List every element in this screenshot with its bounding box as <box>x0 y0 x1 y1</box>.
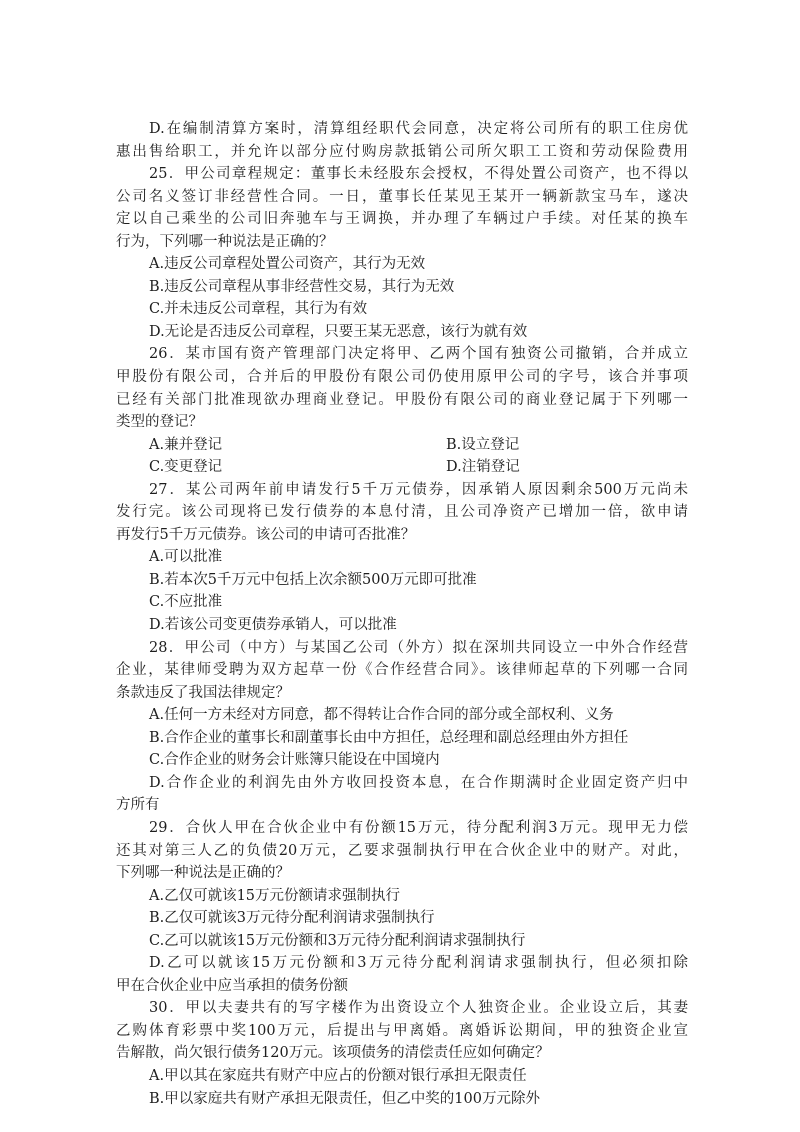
q28-option-b: B.合作企业的董事长和副董事长由中方担任，总经理和副总经理由外方担任 <box>149 729 629 746</box>
q30-stem-line1: 30．甲以夫妻共有的写字楼作为出资设立个人独资企业。企业设立后，其妻 <box>149 1000 688 1017</box>
q25-stem-line3: 定以自己乘坐的公司旧奔驰车与王调换，并办理了车辆过户手续。对任某的换车 <box>116 211 688 228</box>
document-page <box>116 118 688 1110</box>
q24-option-d-line2: 惠出售给职工，并允许以部分应付购房款抵销公司所欠职工工资和劳动保险费用 <box>116 143 688 160</box>
q26-option-d: D.注销登记 <box>446 459 520 476</box>
q26-options-row1 <box>116 434 688 457</box>
q29-stem-line2: 还其对第三人乙的负债20万元，乙要求强制执行甲在合伙企业中的财产。对此， <box>116 842 688 859</box>
q28-option-d-line1: D.合作企业的利润先由外方收回投资本息，在合作期满时企业固定资产归中 <box>149 774 688 791</box>
q29-stem-line1: 29．合伙人甲在合伙企业中有份额15万元，待分配利润3万元。现甲无力偿 <box>149 819 688 836</box>
q27-option-b: B.若本次5千万元中包括上次余额500万元即可批准 <box>149 571 477 588</box>
q27-option-c: C.不应批准 <box>149 594 223 611</box>
q29-option-a: A.乙仅可就该15万元份额请求强制执行 <box>149 887 401 904</box>
q26-option-b: B.设立登记 <box>446 436 520 453</box>
q25-option-d: D.无论是否违反公司章程，只要王某无恶意，该行为就有效 <box>149 323 528 340</box>
q26-options-row2 <box>116 456 688 479</box>
q29-option-d-line1: D.乙可以就该15万元份额和3万元待分配利润请求强制执行，但必须扣除 <box>149 955 688 972</box>
q25-stem-line1: 25．甲公司章程规定：董事长未经股东会授权，不得处置公司资产，也不得以 <box>149 166 688 183</box>
q30-option-a: A.甲以其在家庭共有财产中应占的份额对银行承担无限责任 <box>149 1067 527 1084</box>
q28-option-d-line2: 方所有 <box>116 797 160 814</box>
q26-stem-line2: 甲股份有限公司，合并后的甲股份有限公司仍使用原甲公司的字号，该合并事项 <box>116 369 688 386</box>
q28-stem-line2: 企业，某律师受聘为双方起草一份《合作经营合同》。该律师起草的下列哪一合同 <box>116 662 688 679</box>
q28-option-c: C.合作企业的财务会计账簿只能设在中国境内 <box>149 752 440 769</box>
q27-stem-line2: 发行完。该公司现将已发行债券的本息付清，且公司净资产已增加一倍，欲申请 <box>116 504 688 521</box>
q29-option-d-line2: 甲在合伙企业中应当承担的债务份额 <box>116 977 348 994</box>
q26-option-a: A.兼并登记 <box>149 436 223 453</box>
q28-option-a: A.任何一方未经对方同意，都不得转让合作合同的部分或全部权利、义务 <box>149 707 614 724</box>
q26-option-c: C.变更登记 <box>149 459 223 476</box>
q26-stem-line4: 类型的登记？ <box>116 414 203 431</box>
q25-stem-line2: 公司名义签订非经营性合同。一日，董事长任某见王某开一辆新款宝马车，遂决 <box>116 188 688 205</box>
q27-stem-line3: 再发行5千万元债券。该公司的申请可否批准？ <box>116 526 416 543</box>
q25-option-b: B.违反公司章程从事非经营性交易，其行为无效 <box>149 278 455 295</box>
q25-stem-line4: 行为，下列哪一种说法是正确的？ <box>116 233 334 250</box>
q28-stem-line1: 28．甲公司（中方）与某国乙公司（外方）拟在深圳共同设立一中外合作经营 <box>149 639 688 656</box>
q30-stem-line2: 乙购体育彩票中奖100万元，后提出与甲离婚。离婚诉讼期间，甲的独资企业宣 <box>116 1022 688 1039</box>
q29-option-c: C.乙可以就该15万元份额和3万元待分配利润请求强制执行 <box>149 932 526 949</box>
q26-stem-line3: 已经有关部门批准现欲办理商业登记。甲股份有限公司的商业登记属于下列哪一 <box>116 391 688 408</box>
q25-option-c: C.并未违反公司章程，其行为有效 <box>149 301 368 318</box>
q27-option-d: D.若该公司变更债券承销人，可以批准 <box>149 617 397 634</box>
q29-stem-line3: 下列哪一种说法是正确的？ <box>116 865 290 882</box>
q25-option-a: A.违反公司章程处置公司资产，其行为无效 <box>149 256 426 273</box>
q30-stem-line3: 告解散，尚欠银行债务120万元。该项债务的清偿责任应如何确定？ <box>116 1045 550 1062</box>
q24-option-d-line1: D.在编制清算方案时，清算组经职代会同意，决定将公司所有的职工住房优 <box>149 121 688 137</box>
q26-stem-line1: 26．某市国有资产管理部门决定将甲、乙两个国有独资公司撤销，合并成立 <box>149 346 688 363</box>
q30-option-b: B.甲以家庭共有财产承担无限责任，但乙中奖的100万元除外 <box>149 1090 540 1107</box>
q27-stem-line1: 27．某公司两年前申请发行5千万元债券，因承销人原因剩余500万元尚未 <box>149 481 688 498</box>
q28-stem-line3: 条款违反了我国法律规定？ <box>116 684 290 701</box>
q29-option-b: B.乙仅可就该3万元待分配利润请求强制执行 <box>149 910 435 927</box>
q27-option-a: A.可以批准 <box>149 549 223 566</box>
